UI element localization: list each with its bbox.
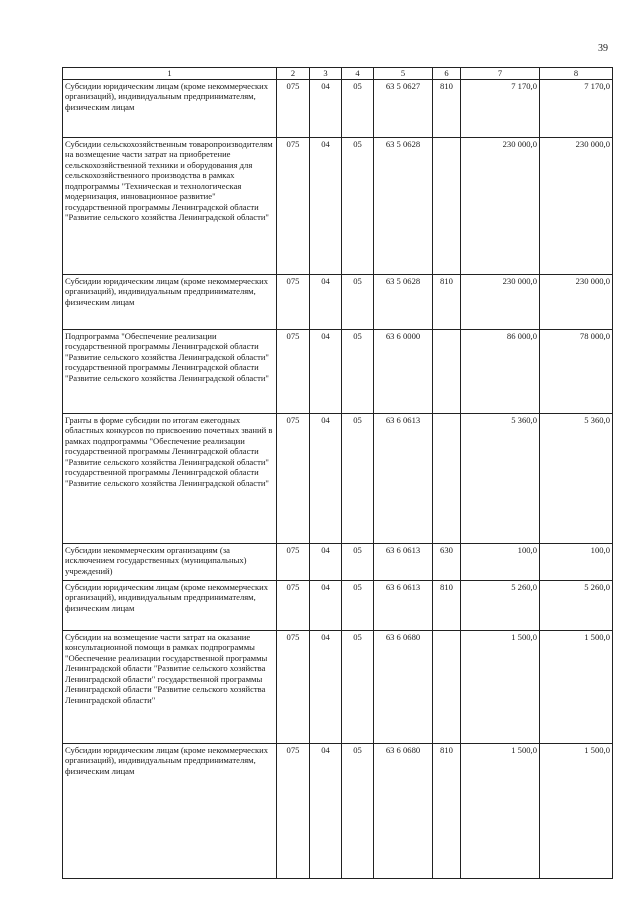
section-code: 04 <box>310 414 342 544</box>
column-header: 8 <box>540 68 613 80</box>
subsection-code: 05 <box>342 631 374 744</box>
row-description: Гранты в форме субсидии по итогам ежегодных областных конкурсов по присвоению почетных званий в рамках подпрограммы "Обеспечение реализации государственной программы Ленинградской области "Развитие сельского хозяйства Ленинградской области" государственной программы Ленинградской области "Развитие сельского хозяйства Ленинградской области" <box>63 414 277 544</box>
table-row <box>63 330 613 414</box>
admin-code: 075 <box>277 631 310 744</box>
expense-type-code <box>433 631 461 744</box>
expense-type-code: 810 <box>433 744 461 879</box>
expense-type-code: 810 <box>433 275 461 330</box>
amount-col7: 5 260,0 <box>461 581 540 631</box>
amount-col7: 7 170,0 <box>461 80 540 138</box>
expense-type-code <box>433 414 461 544</box>
amount-col7: 5 360,0 <box>461 414 540 544</box>
admin-code: 075 <box>277 275 310 330</box>
admin-code: 075 <box>277 80 310 138</box>
table-row <box>63 275 613 330</box>
expense-type-code: 630 <box>433 544 461 581</box>
amount-col7: 86 000,0 <box>461 330 540 414</box>
admin-code: 075 <box>277 544 310 581</box>
target-article-code: 63 5 0628 <box>374 275 433 330</box>
target-article-code: 63 5 0627 <box>374 80 433 138</box>
amount-col8: 100,0 <box>540 544 613 581</box>
admin-code: 075 <box>277 744 310 879</box>
amount-col7: 1 500,0 <box>461 631 540 744</box>
expense-type-code: 810 <box>433 581 461 631</box>
amount-col8: 5 260,0 <box>540 581 613 631</box>
subsection-code: 05 <box>342 414 374 544</box>
row-description: Субсидии юридическим лицам (кроме некоммерческих организаций), индивидуальным предпринимателям, физическим лицам <box>63 744 277 879</box>
section-code: 04 <box>310 275 342 330</box>
row-description: Субсидии юридическим лицам (кроме некоммерческих организаций), индивидуальным предпринимателям, физическим лицам <box>63 80 277 138</box>
table-row <box>63 744 613 879</box>
subsection-code: 05 <box>342 744 374 879</box>
target-article-code: 63 6 0613 <box>374 414 433 544</box>
subsection-code: 05 <box>342 581 374 631</box>
amount-col8: 78 000,0 <box>540 330 613 414</box>
table-row <box>63 544 613 581</box>
row-description: Подпрограмма "Обеспечение реализации государственной программы Ленинградской области "Развитие сельского хозяйства Ленинградской области" государственной программы Ленинградской области "Развитие сельского хозяйства Ленинградской области" <box>63 330 277 414</box>
admin-code: 075 <box>277 414 310 544</box>
table-row <box>63 581 613 631</box>
row-description: Субсидии некоммерческим организациям (за исключением государственных (муниципальных) учреждений) <box>63 544 277 581</box>
section-code: 04 <box>310 631 342 744</box>
column-header: 5 <box>374 68 433 80</box>
section-code: 04 <box>310 581 342 631</box>
target-article-code: 63 6 0613 <box>374 544 433 581</box>
amount-col7: 100,0 <box>461 544 540 581</box>
table-row <box>63 138 613 275</box>
admin-code: 075 <box>277 581 310 631</box>
section-code: 04 <box>310 138 342 275</box>
target-article-code: 63 6 0680 <box>374 631 433 744</box>
column-header: 6 <box>433 68 461 80</box>
column-header: 4 <box>342 68 374 80</box>
section-code: 04 <box>310 744 342 879</box>
page-number: 39 <box>598 43 608 54</box>
target-article-code: 63 6 0000 <box>374 330 433 414</box>
amount-col8: 230 000,0 <box>540 275 613 330</box>
amount-col8: 5 360,0 <box>540 414 613 544</box>
row-description: Субсидии на возмещение части затрат на оказание консультационной помощи в рамках подпрограммы "Обеспечение реализации государственной программы Ленинградской области "Развитие сельского хозяйства Ленинградской области" государственной программы Ленинградской области "Развитие сельского хозяйства Ленинградской области" <box>63 631 277 744</box>
amount-col8: 230 000,0 <box>540 138 613 275</box>
amount-col8: 1 500,0 <box>540 631 613 744</box>
expense-type-code <box>433 138 461 275</box>
table-row <box>63 631 613 744</box>
amount-col7: 230 000,0 <box>461 275 540 330</box>
subsection-code: 05 <box>342 330 374 414</box>
section-code: 04 <box>310 330 342 414</box>
subsection-code: 05 <box>342 544 374 581</box>
table-row <box>63 80 613 138</box>
table-row <box>63 414 613 544</box>
section-code: 04 <box>310 544 342 581</box>
column-header: 3 <box>310 68 342 80</box>
column-header: 1 <box>63 68 277 80</box>
row-description: Субсидии юридическим лицам (кроме некоммерческих организаций), индивидуальным предпринимателям, физическим лицам <box>63 581 277 631</box>
subsection-code: 05 <box>342 138 374 275</box>
column-header: 2 <box>277 68 310 80</box>
budget-table <box>62 67 613 879</box>
column-header-row <box>63 68 613 80</box>
subsection-code: 05 <box>342 80 374 138</box>
target-article-code: 63 6 0613 <box>374 581 433 631</box>
target-article-code: 63 6 0680 <box>374 744 433 879</box>
section-code: 04 <box>310 80 342 138</box>
column-header: 7 <box>461 68 540 80</box>
row-description: Субсидии юридическим лицам (кроме некоммерческих организаций), индивидуальным предпринимателям, физическим лицам <box>63 275 277 330</box>
subsection-code: 05 <box>342 275 374 330</box>
target-article-code: 63 5 0628 <box>374 138 433 275</box>
amount-col8: 7 170,0 <box>540 80 613 138</box>
row-description: Субсидии сельскохозяйственным товаропроизводителям на возмещение части затрат на приобретение сельскохозяйственной техники и оборудования для сельскохозяйственного производства в рамках подпрограммы "Техническая и технологическая модернизация, инновационное развитие" государственной программы Ленинградской области "Развитие сельского хозяйства Ленинградской области" <box>63 138 277 275</box>
amount-col7: 230 000,0 <box>461 138 540 275</box>
amount-col8: 1 500,0 <box>540 744 613 879</box>
expense-type-code: 810 <box>433 80 461 138</box>
admin-code: 075 <box>277 330 310 414</box>
expense-type-code <box>433 330 461 414</box>
amount-col7: 1 500,0 <box>461 744 540 879</box>
admin-code: 075 <box>277 138 310 275</box>
